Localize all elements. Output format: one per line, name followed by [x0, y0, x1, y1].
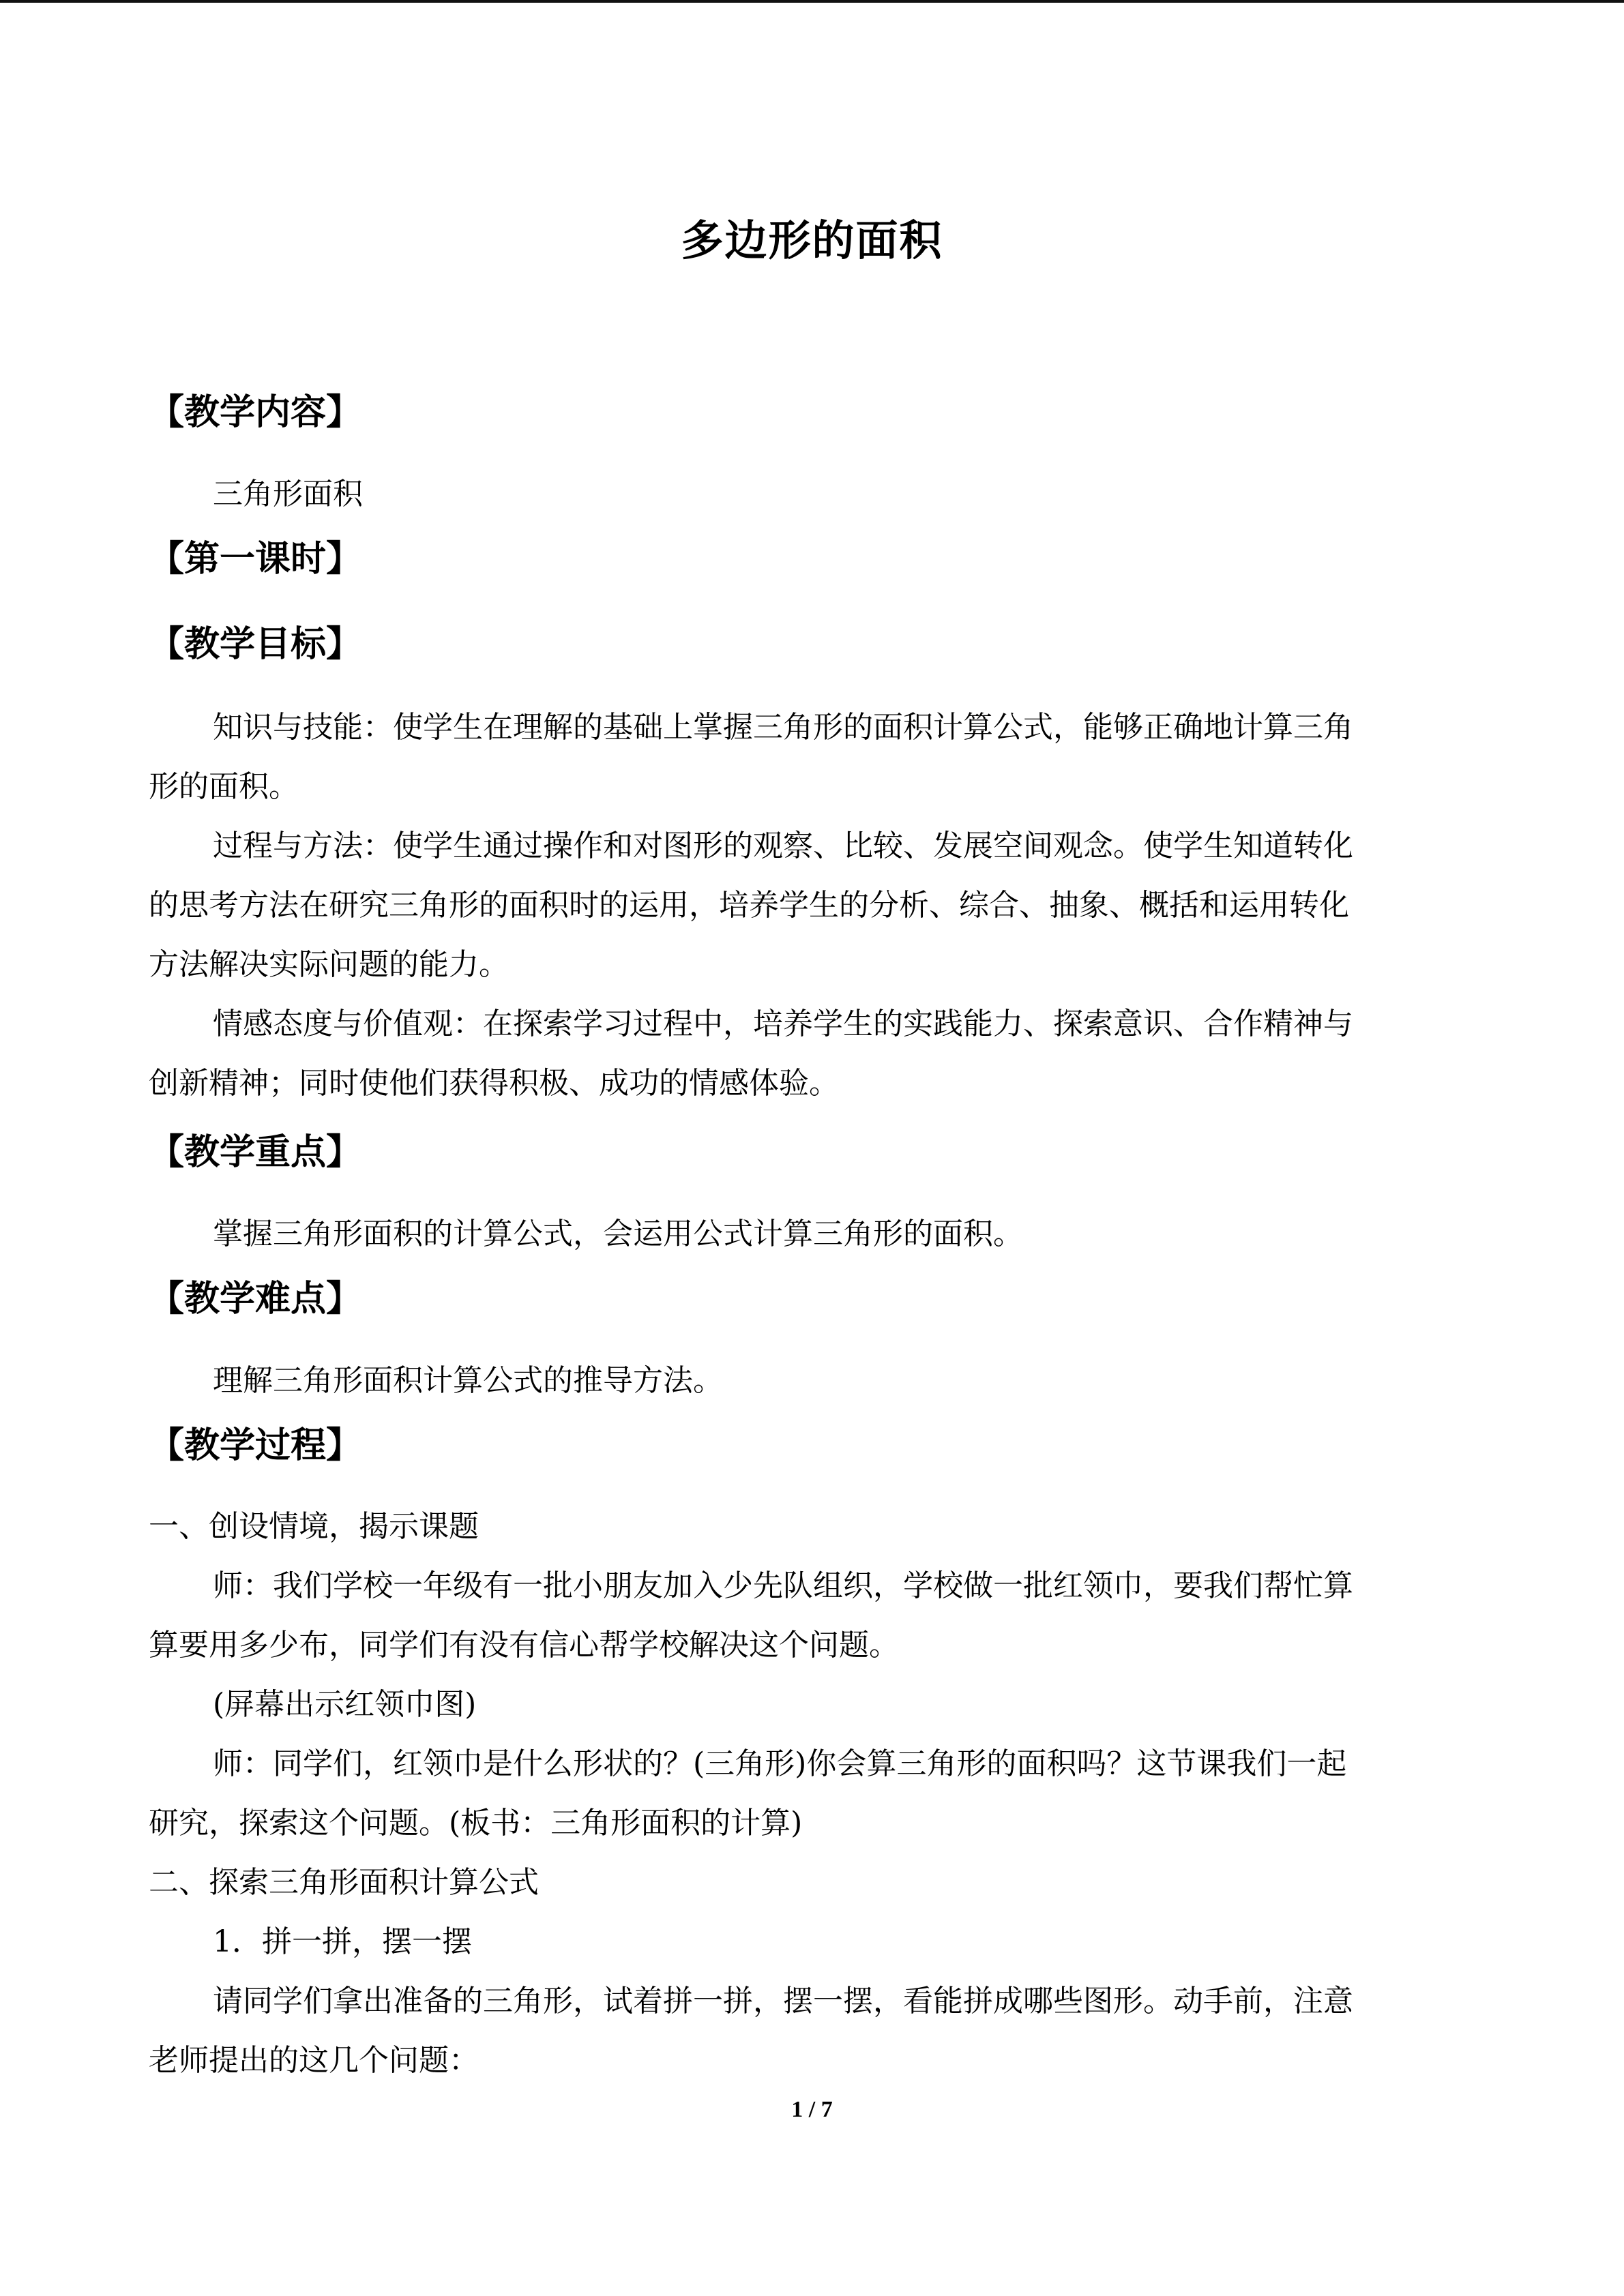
process-step1-p1-line2: 算要用多少布，同学们有没有信心帮学校解决这个问题。 [149, 1628, 899, 1663]
goal-emotion-line2: 创新精神；同时使他们获得积极、成功的情感体验。 [149, 1066, 839, 1101]
goal-knowledge-line1: 知识与技能：使学生在理解的基础上掌握三角形的面积计算公式，能够正确地计算三角 [213, 710, 1353, 745]
process-step1-p3-line2: 研究，探索这个问题。(板书：三角形面积的计算) [149, 1806, 803, 1840]
heading-teaching-process: 【教学过程】 [149, 1425, 362, 1466]
goal-process-line2: 的思考方法在研究三角形的面积时的运用，培养学生的分析、综合、抽象、概括和运用转化 [149, 888, 1349, 923]
heading-teaching-goals: 【教学目标】 [149, 623, 362, 665]
heading-teaching-content: 【教学内容】 [149, 391, 362, 433]
teaching-content-text: 三角形面积 [213, 477, 363, 511]
key-points-text: 掌握三角形面积的计算公式，会运用公式计算三角形的面积。 [213, 1217, 1023, 1251]
goal-process-line3: 方法解决实际问题的能力。 [149, 947, 509, 982]
page-title: 多边形的面积 [681, 215, 943, 265]
heading-first-lesson: 【第一课时】 [149, 538, 362, 580]
goal-knowledge-line2: 形的面积。 [149, 769, 299, 804]
process-step2-p1-line2: 老师提出的这几个问题： [149, 2043, 479, 2078]
process-step1-title: 一、创设情境，揭示课题 [149, 1509, 479, 1544]
process-step2-p1-line1: 请同学们拿出准备的三角形，试着拼一拼，摆一摆，看能拼成哪些图形。动手前，注意 [213, 1984, 1353, 2018]
process-step1-p3-line1: 师：同学们，红领巾是什么形状的？(三角形)你会算三角形的面积吗？这节课我们一起 [213, 1746, 1347, 1781]
process-step2-title: 二、探索三角形面积计算公式 [149, 1865, 539, 1900]
process-step1-p2: (屏幕出示红领巾图) [213, 1687, 477, 1722]
heading-difficulties: 【教学难点】 [149, 1278, 362, 1320]
process-step1-p1-line1: 师：我们学校一年级有一批小朋友加入少先队组织，学校做一批红领巾，要我们帮忙算 [213, 1568, 1353, 1603]
heading-key-points: 【教学重点】 [149, 1131, 362, 1173]
goal-emotion-line1: 情感态度与价值观：在探索学习过程中，培养学生的实践能力、探索意识、合作精神与 [213, 1007, 1353, 1041]
process-step2-sub1: 1．拼一拼，摆一摆 [213, 1924, 472, 1959]
difficulties-text: 理解三角形面积计算公式的推导方法。 [213, 1363, 723, 1398]
page-number: 1 / 7 [791, 2097, 833, 2122]
goal-process-line1: 过程与方法：使学生通过操作和对图形的观察、比较、发展空间观念。使学生知道转化 [213, 829, 1353, 863]
